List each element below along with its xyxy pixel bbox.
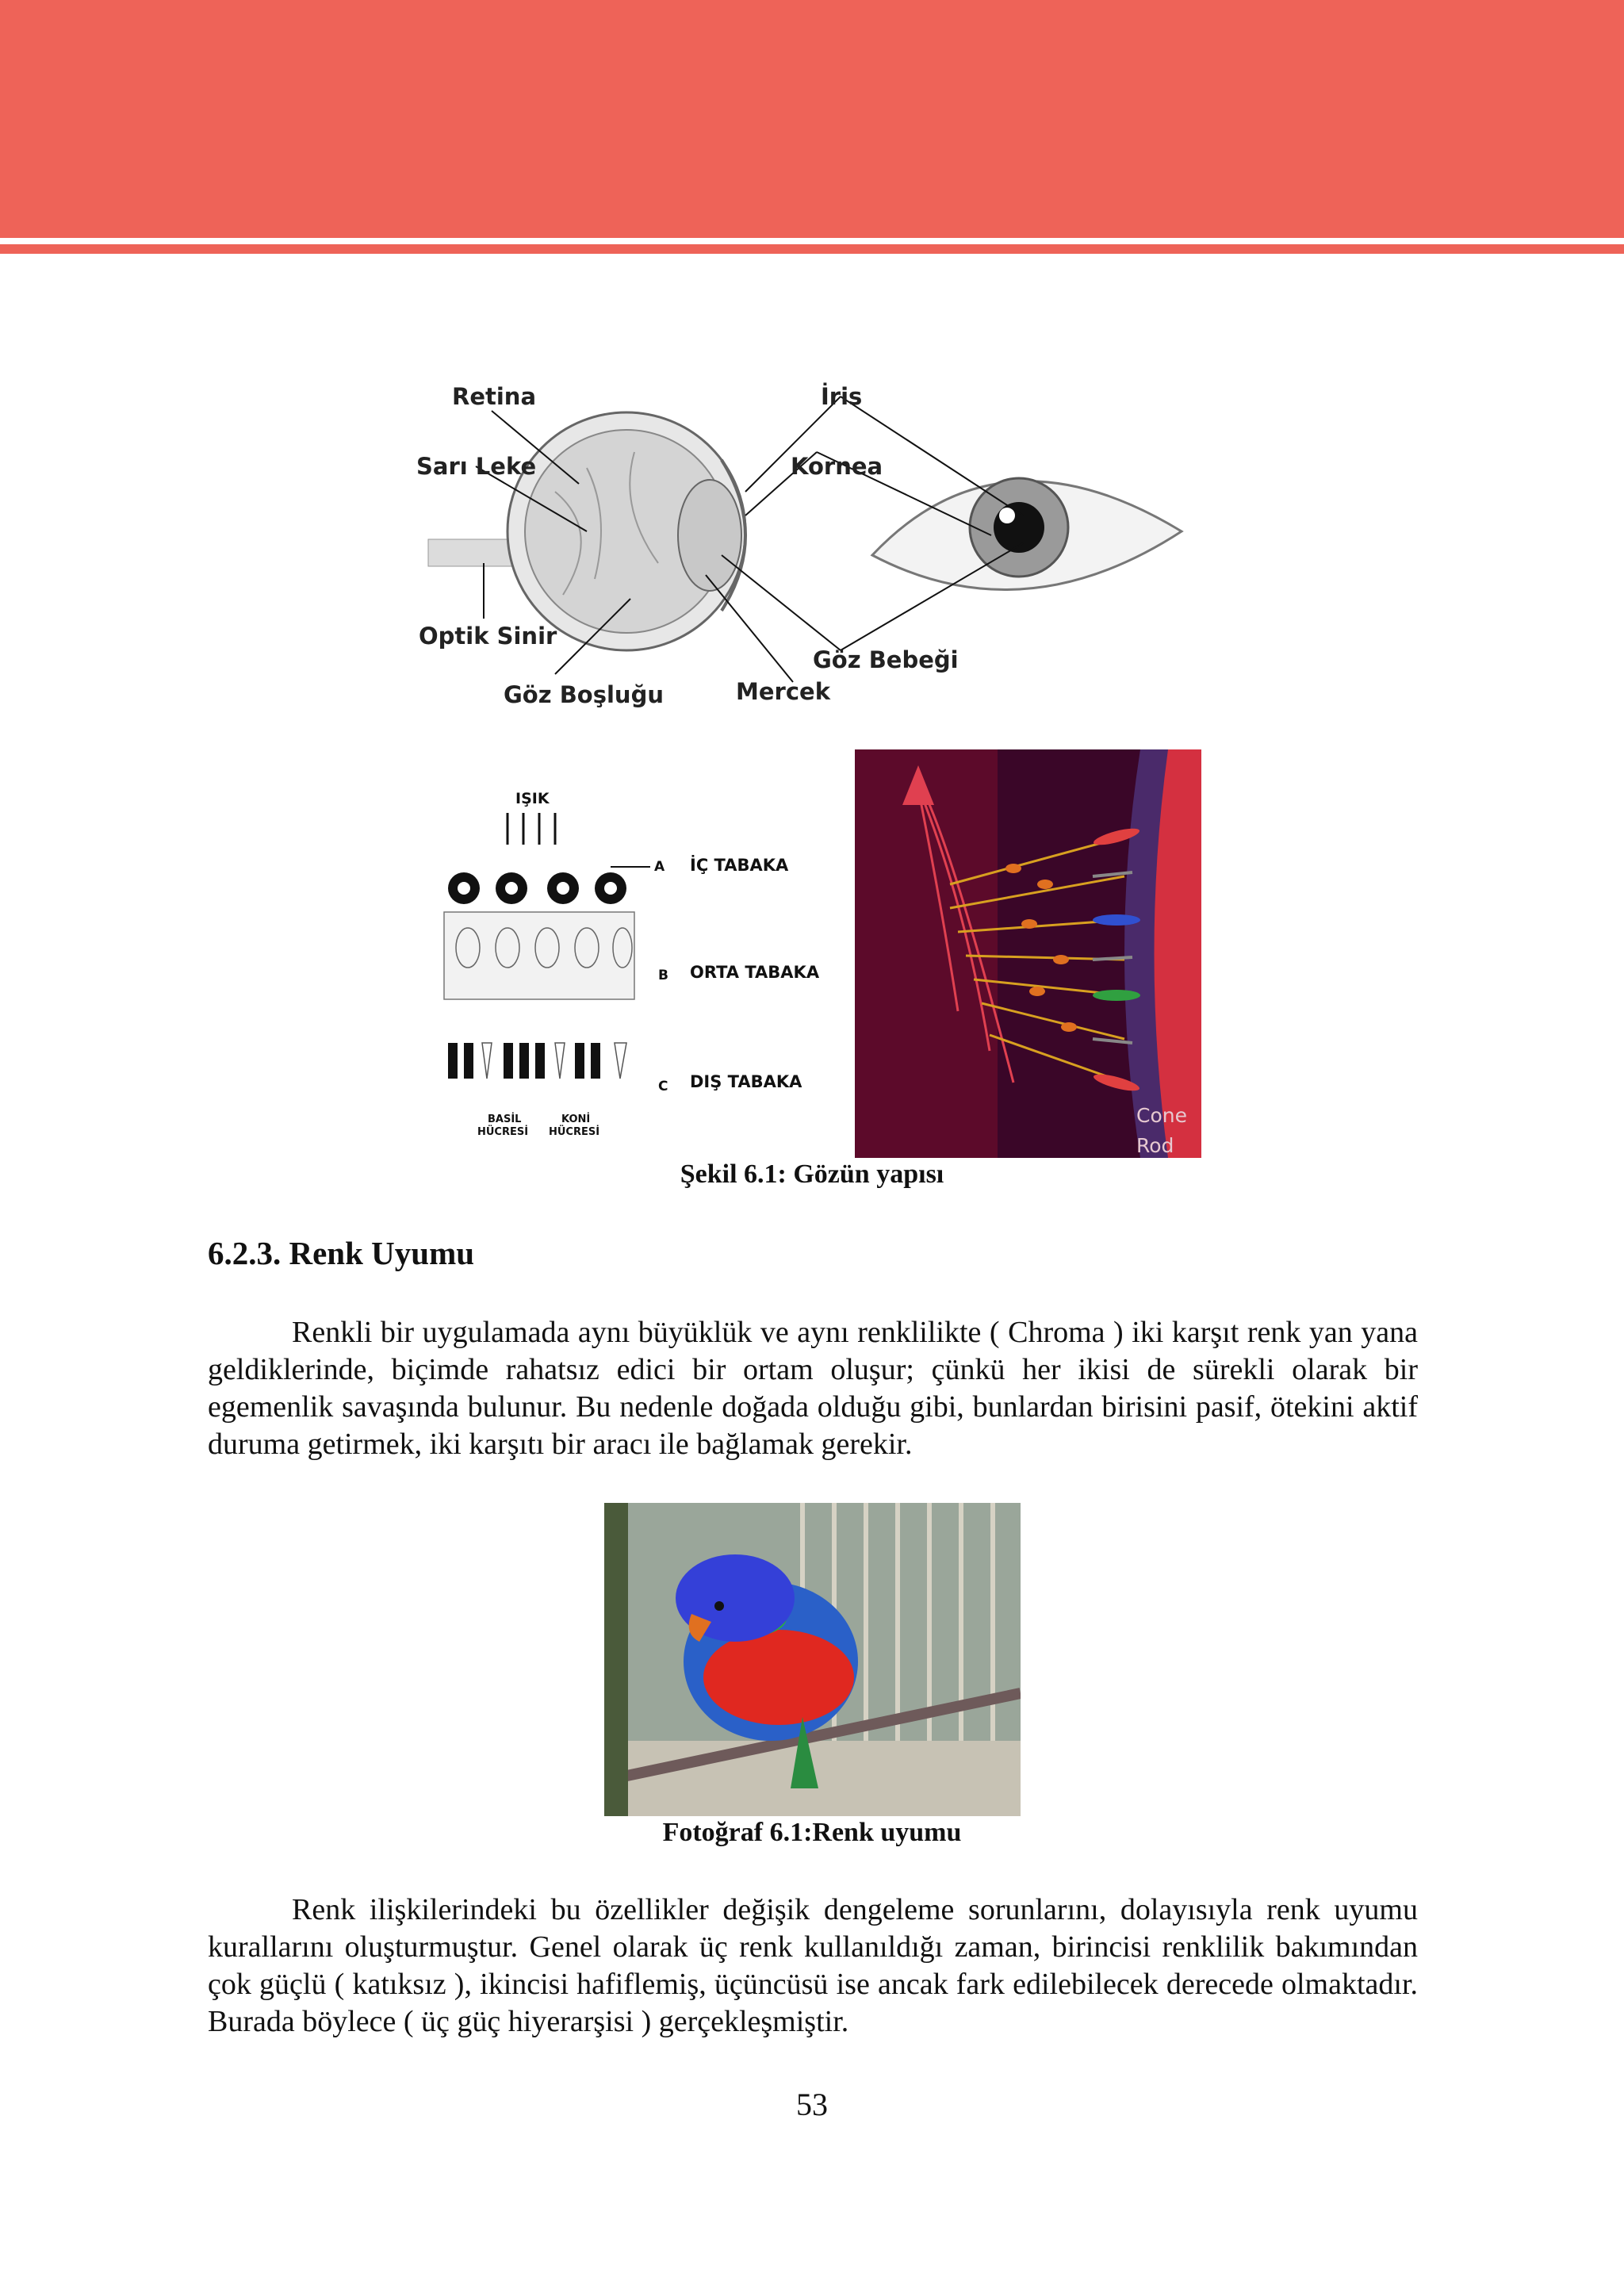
- label-iris: İris: [821, 383, 863, 410]
- label-retina: Retina: [452, 383, 537, 410]
- photo-caption: Fotoğraf 6.1:Renk uyumu: [662, 1818, 962, 1847]
- label-goz-boslugu: Göz Boşluğu: [504, 681, 664, 708]
- page-number: 53: [796, 2087, 828, 2122]
- label-a: A: [654, 859, 665, 875]
- section-heading: 6.2.3. Renk Uyumu: [208, 1235, 475, 1271]
- label-goz-bebegi: Göz Bebeği: [813, 646, 959, 673]
- header-band: [0, 0, 1624, 238]
- label-sari-leke: Sarı Leke: [416, 453, 537, 480]
- label-orta-tabaka: ORTA TABAKA: [690, 963, 820, 982]
- label-koni: KONİ: [561, 1113, 591, 1125]
- header-line: [0, 244, 1624, 254]
- label-kornea: Kornea: [791, 453, 883, 480]
- label-rod: Rod: [1136, 1134, 1174, 1157]
- cone-rod-illustration: [855, 749, 1201, 1158]
- label-cone: Cone: [1136, 1104, 1187, 1127]
- label-dis-tabaka: DIŞ TABAKA: [690, 1072, 802, 1091]
- label-basil: BASİL: [488, 1113, 522, 1125]
- paragraph-2-text: Renk ilişkilerindeki bu özellikler değişik dengeleme sorunlarını, dolayısıyla renk uyumu kurallarını oluşturmuştur. Genel olarak üç renk kullanıldığı zaman, birincisi renklilik bakımından çok güçlü ( katıksız ), ikincisi hafiflemiş, üçüncüsü ise ancak fark edilebilecek derecede olmaktadır. Burada böylece ( üç güç hiyerarşisi ) gerçekleşmiştir.: [208, 1893, 1418, 2038]
- label-basil-hucresi: HÜCRESİ: [477, 1126, 529, 1138]
- retina-layers-illustration: [428, 781, 841, 1154]
- eye-anatomy-illustration: [396, 373, 1213, 722]
- label-mercek: Mercek: [736, 678, 830, 705]
- label-isik: IŞIK: [515, 790, 550, 807]
- label-b: B: [658, 968, 668, 983]
- label-c: C: [658, 1079, 668, 1094]
- paragraph-1-text: Renkli bir uygulamada aynı büyüklük ve aynı renklilikte ( Chroma ) iki karşıt renk yan yana geldiklerinde, biçimde rahatsız edici bir ortam oluşur; çünkü her ikisi de sürekli olarak bir egemenlik savaşında bulunur. Bu nedenle doğada olduğu gibi, bunlardan birisini pasif, ötekini aktif duruma getirmek, iki karşıtı bir aracı ile bağlamak gerekir.: [208, 1316, 1418, 1461]
- label-ic-tabaka: İÇ TABAKA: [690, 856, 789, 875]
- label-optik-sinir: Optik Sinir: [419, 623, 557, 650]
- paragraph-2: [208, 1891, 1418, 2041]
- figure-caption: Şekil 6.1: Gözün yapısı: [680, 1159, 944, 1189]
- lens-shape: [678, 480, 741, 591]
- label-koni-hucresi: HÜCRESİ: [549, 1126, 600, 1138]
- parrot-photo: [604, 1503, 1021, 1816]
- paragraph-1: [208, 1314, 1418, 1463]
